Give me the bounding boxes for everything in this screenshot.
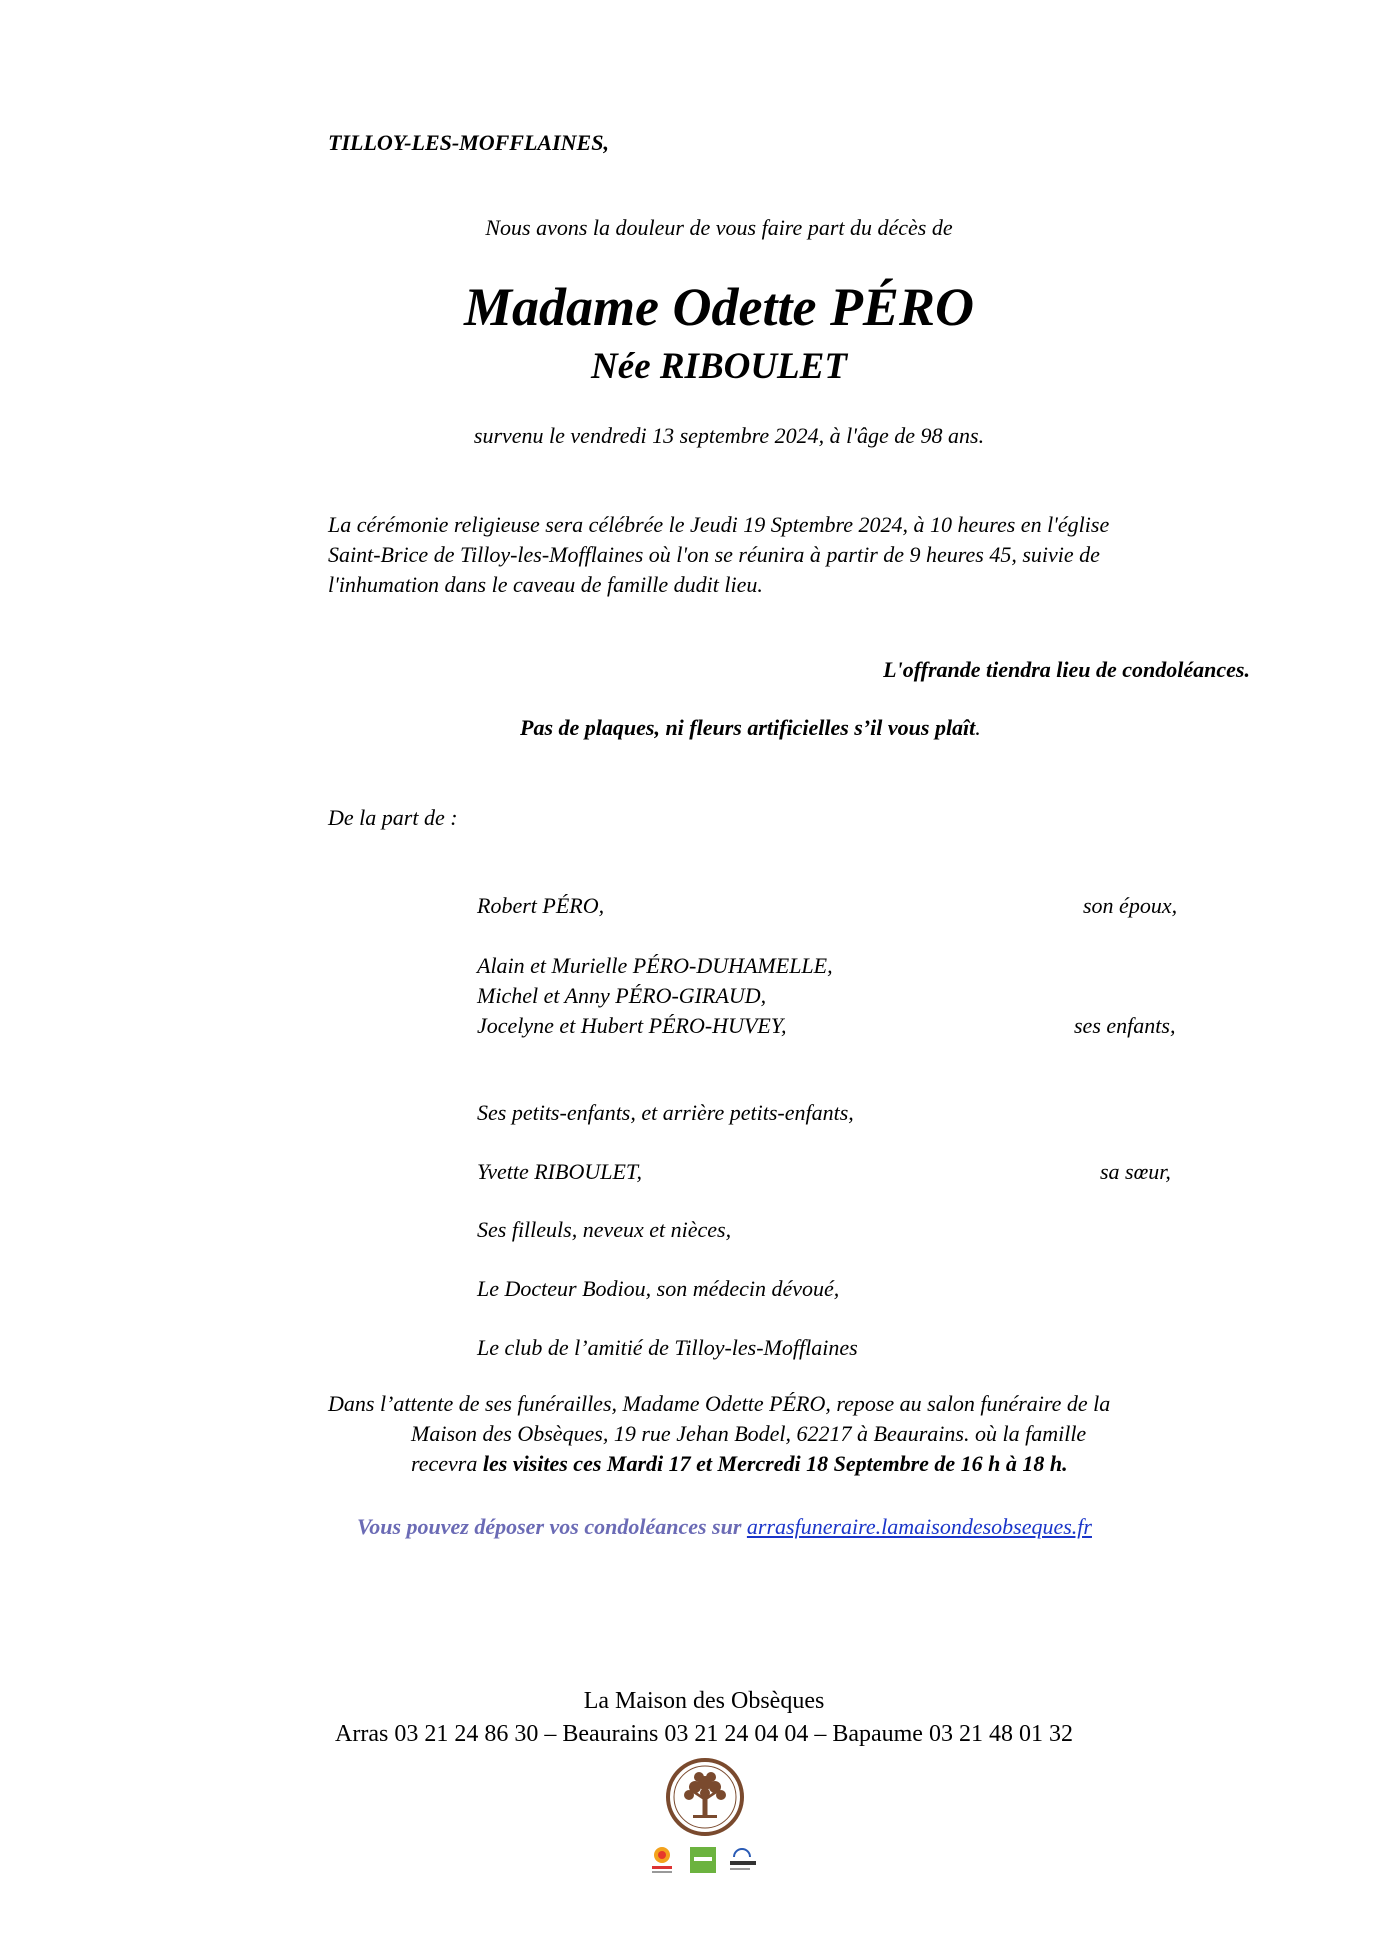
family-member: Le club de l’amitié de Tilloy-les-Mofflaines — [477, 1335, 858, 1360]
plaques-text: Pas de plaques, ni fleurs artificielles s’il vous plaît — [520, 715, 976, 740]
family-relation: ses enfants, — [1074, 1013, 1176, 1038]
salon-line — [328, 1449, 1110, 1479]
family-relation: sa sœur, — [1100, 1159, 1171, 1184]
ceremony-line: l'inhumation dans le caveau de famille dudit lieu. — [328, 572, 763, 597]
location-heading: TILLOY-LES-MOFFLAINES, — [328, 130, 609, 155]
announcement-intro: Nous avons la douleur de vous faire part du décès de — [485, 215, 953, 240]
family-member: Ses filleuls, neveux et nièces, — [477, 1217, 732, 1242]
visit-hours: les visites ces Mardi 17 et Mercredi 18 Septembre de 16 h à 18 h. — [482, 1451, 1068, 1476]
family-heading: De la part de : — [328, 805, 458, 830]
ceremony-line: La cérémonie religieuse sera célébrée le Jeudi 19 Sptembre 2024, à 10 heures en l'église — [328, 512, 1110, 537]
ceremony-paragraph — [328, 510, 1109, 600]
condolences-link[interactable]: arrasfuneraire.lamaisondesobseques.fr — [746, 1514, 1092, 1539]
salon-paragraph — [328, 1389, 1110, 1479]
plaques-note — [520, 713, 981, 743]
family-member: Jocelyne et Hubert PÉRO-HUVEY, — [477, 1013, 787, 1038]
condolences-line — [357, 1512, 1092, 1542]
salon-line: Dans l’attente de ses funérailles, Madame Odette PÉRO, repose au salon funéraire de la — [328, 1391, 1111, 1416]
company-name: La Maison des Obsèques — [583, 1688, 825, 1714]
salon-line: Maison des Obsèques, 19 rue Jehan Bodel, 62217 à Beaurains. où la famille — [411, 1421, 1087, 1446]
salon-prefix: recevra — [411, 1451, 483, 1476]
ceremony-line: Saint-Brice de Tilloy-les-Mofflaines où l'on se réunira à partir de 9 heures 45, suivie de — [328, 542, 1100, 567]
plaques-period: . — [975, 715, 981, 740]
tree-logo-icon — [665, 1757, 745, 1837]
family-member: Le Docteur Bodiou, son médecin dévoué, — [477, 1276, 840, 1301]
deceased-name: Madame Odette PÉRO — [464, 277, 974, 337]
partner-logos-icon — [648, 1845, 768, 1879]
family-member: Yvette RIBOULET, — [477, 1159, 642, 1184]
offrande-note: L'offrande tiendra lieu de condoléances. — [883, 657, 1250, 682]
condolences-text: Vous pouvez déposer vos condoléances sur — [357, 1514, 747, 1539]
family-member: Robert PÉRO, — [477, 893, 605, 918]
death-notice: survenu le vendredi 13 septembre 2024, à l'âge de 98 ans. — [473, 423, 985, 448]
company-phones: Arras 03 21 24 86 30 – Beaurains 03 21 24 04 04 – Bapaume 03 21 48 01 32 — [335, 1721, 1073, 1747]
family-relation: son époux, — [1083, 893, 1178, 918]
maiden-name: Née RIBOULET — [591, 346, 847, 387]
family-member: Ses petits-enfants, et arrière petits-enfants, — [477, 1100, 854, 1125]
family-member: Alain et Murielle PÉRO-DUHAMELLE, — [477, 953, 833, 978]
family-member: Michel et Anny PÉRO-GIRAUD, — [477, 983, 767, 1008]
